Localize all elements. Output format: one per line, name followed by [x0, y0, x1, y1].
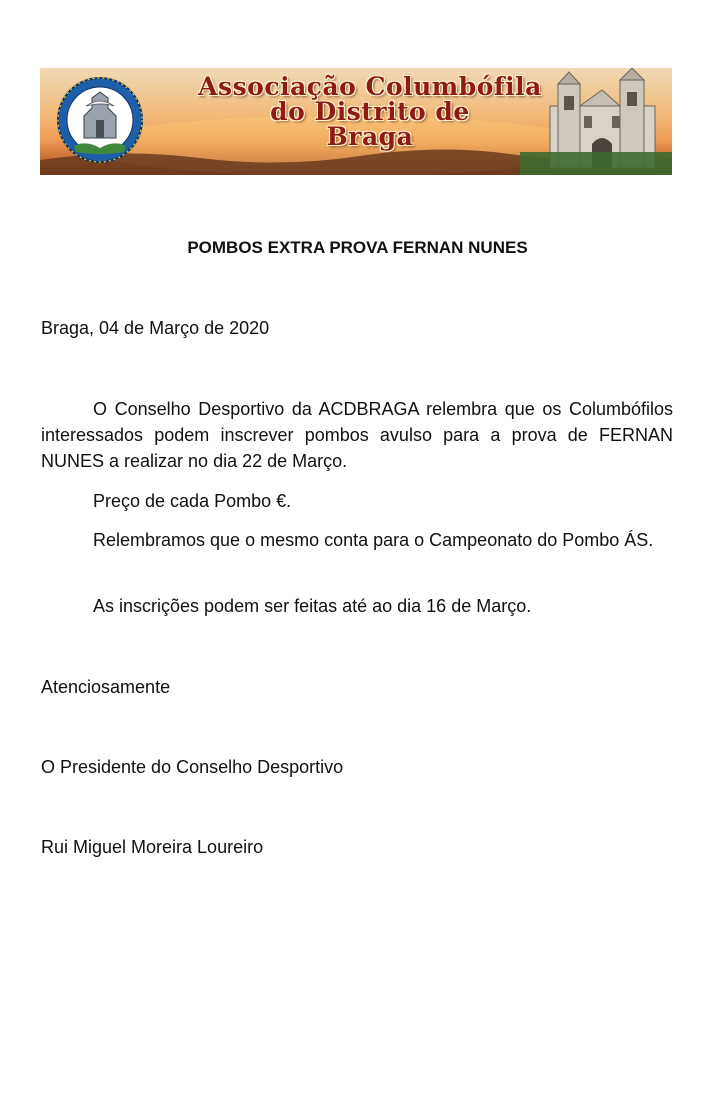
association-seal-icon	[58, 78, 142, 162]
banner-title-line-1: Associação Columbófila	[198, 72, 542, 101]
paragraph-price: Preço de cada Pombo €.	[93, 491, 292, 511]
paragraph-championship: Relembramos que o mesmo conta para o Campeonato do Pombo ÁS.	[93, 530, 654, 550]
document-title: POMBOS EXTRA PROVA FERNAN NUNES	[187, 238, 528, 257]
banner-title-line-3: Braga	[326, 122, 414, 151]
signer-name: Rui Miguel Moreira Loureiro	[41, 837, 264, 857]
header-banner	[40, 68, 672, 175]
place-date: Braga, 04 de Março de 2020	[41, 318, 270, 338]
signer-role: O Presidente do Conselho Desportivo	[41, 757, 344, 777]
paragraph-registration: O Conselho Desportivo da ACDBRAGA relembra que os Columbófilos interessados podem inscrever pombos avulso para a prova de FERNAN NUNES a realizar no dia 22 de Março.	[41, 399, 673, 471]
closing: Atenciosamente	[41, 677, 171, 697]
paragraph-deadline: As inscrições podem ser feitas até ao dia 16 de Março.	[93, 596, 532, 616]
banner-title-line-2: do Distrito de	[270, 97, 470, 126]
banner-title	[140, 74, 600, 149]
